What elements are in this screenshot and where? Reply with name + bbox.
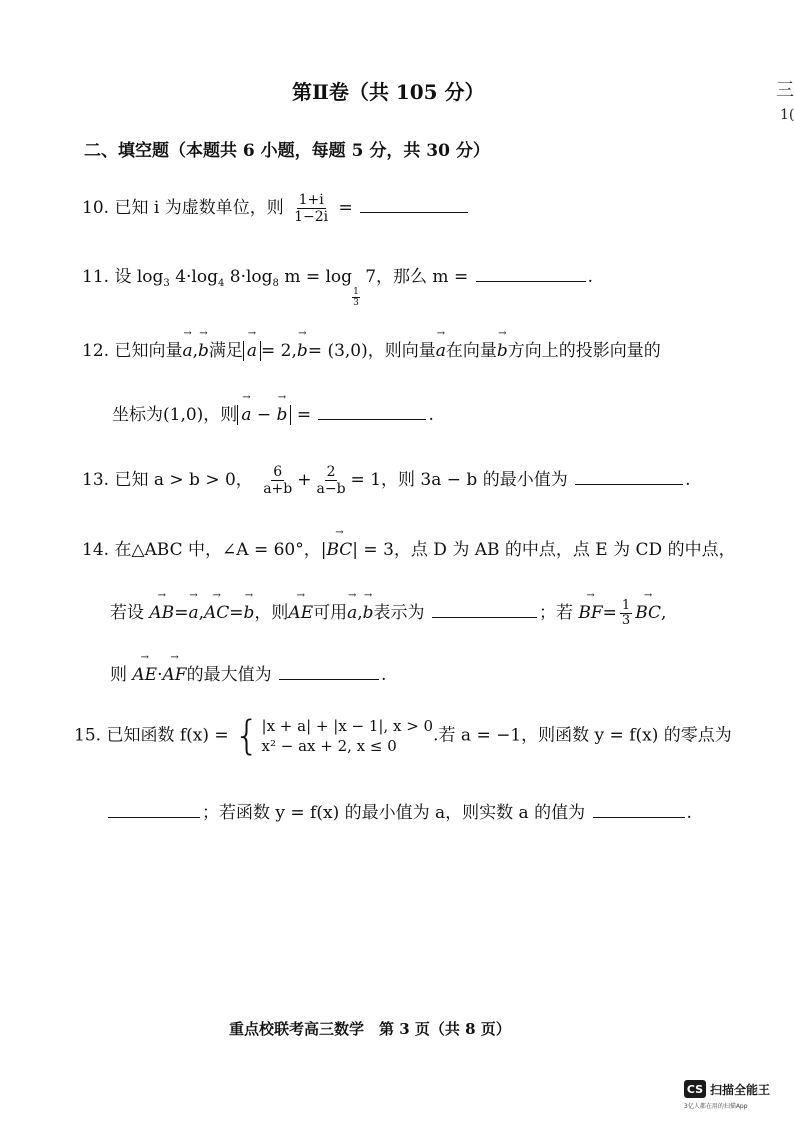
plus-sign: + xyxy=(297,470,312,490)
vector-b: → b xyxy=(244,603,255,623)
question-13 xyxy=(82,464,691,497)
fraction-denominator: a−b xyxy=(316,481,346,497)
question-text: 坐标为(1,0)，则 xyxy=(112,405,238,425)
vector-ab: → AB xyxy=(149,603,174,623)
question-number: 10. xyxy=(82,198,110,218)
question-12-line2 xyxy=(112,400,434,425)
equals-sign: = xyxy=(229,603,244,623)
question-text: 设 log xyxy=(114,267,164,287)
magnitude: → a − → b xyxy=(237,405,291,425)
question-number: 13. xyxy=(82,470,110,490)
question-text: 7，那么 m = xyxy=(359,267,469,287)
question-text: 已知 i 为虚数单位，则 xyxy=(114,198,284,218)
question-text: 已知函数 f(x) = xyxy=(106,725,229,746)
fraction xyxy=(315,464,348,497)
section-heading: 二、填空题（本题共 6 小题，每题 5 分，共 30 分） xyxy=(84,141,490,161)
vector-af: → AF xyxy=(163,665,187,685)
watermark-tagline: 3亿人都在用的扫描App xyxy=(684,1103,748,1110)
case-2: x² − ax + 2, x ≤ 0 xyxy=(261,737,397,755)
vector-bc: → BC xyxy=(635,603,661,623)
vector-a: → a xyxy=(436,341,446,361)
vector-bf: → BF xyxy=(578,603,602,623)
vector-b: → b xyxy=(198,341,209,361)
equals-sign: = xyxy=(296,405,312,425)
vector-b: → b xyxy=(363,603,374,623)
question-text: ；若函数 y = f(x) 的最小值为 a，则实数 a 的值为 xyxy=(202,803,586,823)
fraction-denominator: 3 xyxy=(353,298,359,308)
question-text: 方向上的投影向量的 xyxy=(507,341,661,361)
question-text: = 2, xyxy=(261,341,297,361)
question-text: 的最大值为 xyxy=(186,665,272,685)
question-15-line1 xyxy=(74,713,732,759)
vector-bc: → BC xyxy=(326,540,352,560)
question-number: 11. xyxy=(82,267,110,287)
cases xyxy=(262,716,434,756)
question-text: ；若 xyxy=(538,603,573,623)
question-text: 已知 a > b > 0， xyxy=(114,470,253,490)
answer-blank[interactable] xyxy=(279,678,379,680)
vector-a: → a xyxy=(347,603,357,623)
left-brace: { xyxy=(234,713,260,759)
comma: , xyxy=(198,603,204,623)
answer-blank[interactable] xyxy=(108,816,200,818)
question-text: 则 xyxy=(110,665,127,685)
fraction xyxy=(620,599,632,628)
equals-sign: = xyxy=(338,198,353,218)
fraction xyxy=(292,192,330,225)
question-number: 15. xyxy=(74,725,102,746)
equals-sign: = xyxy=(602,603,617,623)
side-mark-bottom: 1( xyxy=(780,107,794,123)
vector-ae: → AE xyxy=(288,603,313,623)
fraction-numerator: 1 xyxy=(621,598,631,613)
question-text: 在向量 xyxy=(445,341,497,361)
page-footer: 重点校联考高三数学 第 3 页（共 8 页） xyxy=(229,1020,511,1038)
question-number: 12. xyxy=(82,341,110,361)
period: . xyxy=(428,405,434,425)
answer-blank[interactable] xyxy=(432,616,537,618)
fraction-numerator: 1+i xyxy=(298,192,324,208)
subscript: 4 xyxy=(217,278,225,289)
question-text: ，则 xyxy=(254,603,289,623)
watermark-name: 扫描全能王 xyxy=(710,1082,771,1097)
dot-operator: · xyxy=(157,665,163,685)
question-number: 14. xyxy=(82,540,110,560)
vector-a: → a xyxy=(241,405,251,425)
question-text: 若设 xyxy=(110,603,144,623)
fraction-numerator: 1 xyxy=(353,287,359,297)
question-text: 表示为 xyxy=(373,603,425,623)
period: . xyxy=(685,470,691,490)
equals-sign: = xyxy=(174,603,189,623)
question-text: 已知向量 xyxy=(114,341,183,361)
fraction-numerator: 2 xyxy=(326,464,336,480)
vector-b: → b xyxy=(497,341,508,361)
question-text: 在△ABC 中，∠A = 60°，| xyxy=(114,540,327,560)
vector-b: → b xyxy=(297,341,308,361)
answer-blank[interactable] xyxy=(575,483,683,485)
vector-ac: → AC xyxy=(204,603,229,623)
vector-a: → a xyxy=(182,341,192,361)
fraction-numerator: 6 xyxy=(273,464,283,480)
answer-blank[interactable] xyxy=(318,418,426,420)
page-title: 第Ⅱ卷（共 105 分） xyxy=(292,80,485,104)
answer-blank[interactable] xyxy=(476,280,586,282)
question-text: 满足 xyxy=(208,341,243,361)
subscript-fraction xyxy=(352,287,360,308)
question-10 xyxy=(82,192,470,225)
camscanner-logo-icon: CS xyxy=(684,1080,706,1098)
case-1: |x + a| + |x − 1|, x > 0 xyxy=(261,717,434,735)
period: . xyxy=(686,803,692,823)
fraction xyxy=(261,464,294,497)
question-14-line1 xyxy=(82,535,736,560)
question-text: = 1，则 3a − b 的最小值为 xyxy=(350,470,568,490)
question-text: 可用 xyxy=(313,603,348,623)
vector-ae: → AE xyxy=(132,665,157,685)
side-mark-top: 三 xyxy=(776,80,794,101)
question-text: | = 3，点 D 为 AB 的中点，点 E 为 CD 的中点， xyxy=(352,540,736,560)
period: . xyxy=(587,267,594,287)
question-15-line2 xyxy=(106,798,692,823)
question-text: 4·log xyxy=(169,267,218,287)
question-text: .若 a = −1，则函数 y = f(x) 的零点为 xyxy=(433,725,732,746)
vector-a: → a xyxy=(188,603,198,623)
fraction-denominator: 3 xyxy=(621,613,631,628)
question-11 xyxy=(82,262,593,308)
magnitude xyxy=(243,341,261,361)
question-12-line1: 12. 已知向量→ a,→ b满足→ a = 2,→ b= (3,0)，则向量→ a在向量→ b方向上的投影向量的 xyxy=(82,336,661,361)
question-14-line2: 若设 → AB=→ a,→ AC=→ b，则→ AE可用→ a,→ b表示为 ；若 → BF= $\frac{1}{3}$ → BC, xyxy=(110,598,666,628)
vector-b: → b xyxy=(277,405,288,425)
subscript: 3 xyxy=(163,278,170,289)
vector-a: → a xyxy=(247,341,257,361)
question-14-line3 xyxy=(110,660,386,685)
question-text: 8·log xyxy=(224,267,273,287)
question-text: m = log xyxy=(278,267,353,287)
piecewise-function xyxy=(234,713,434,759)
fraction-denominator: a+b xyxy=(263,481,293,497)
question-text: = (3,0)，则向量 xyxy=(307,341,436,361)
scanner-watermark xyxy=(684,1080,770,1110)
answer-blank[interactable] xyxy=(593,816,685,818)
period: . xyxy=(380,665,387,685)
subscript: 8 xyxy=(272,278,279,289)
answer-blank[interactable] xyxy=(360,211,468,213)
fraction-denominator: 1−2i xyxy=(294,209,329,225)
